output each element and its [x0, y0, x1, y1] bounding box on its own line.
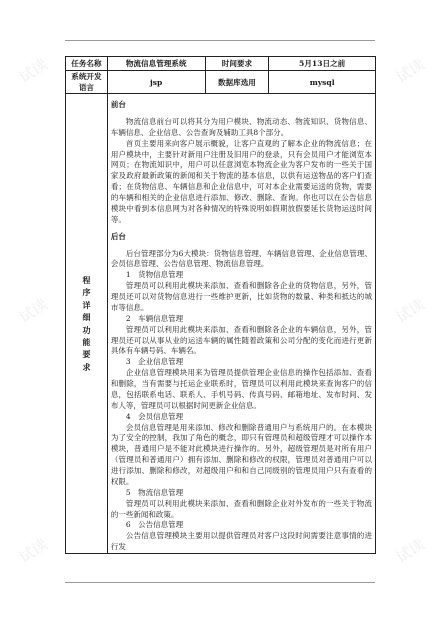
- front-paragraph: 物流信息前台可以将其分为用户模块、物流动态、物流知识、货物信息、车辆信息、企业信息、公告查询及辅助工具8个部分。: [110, 116, 372, 137]
- db-value: mysql: [269, 71, 376, 94]
- back-intro: 后台管理部分为6大模块：货物信息管理、车辆信息管理、企业信息管理、会员信息管理、公告信息管理、物流信息管理。: [110, 248, 372, 269]
- tech-row: [66, 71, 376, 94]
- requirements-row: [66, 94, 376, 554]
- section-title: 2 车辆信息管理: [125, 313, 184, 323]
- section-text: 管理员可以利用此模块来添加、查看和删除各企业的货物信息，另外，管理员还可以对货物信息进行一些维护更新，比如货物的数量、种类和抵达的城市等信息。: [110, 281, 372, 312]
- front-paragraph: 首页主要用来向客户展示概貌，让客户直观的了解本企业的物流信息；在用户模块中，主要针对新用户注册及旧用户的登录，只有会员用户才能浏览本网页；在物流知识中，用户可以任意浏览本物流企业为客户发布的一些关于国家及政府最新政策的新闻和关于物流的基本信息，以供有运送物品的客户们查看；在货物信息、车辆信息和企业信息中，可对本企业需要运送的货物，需要的车辆和相关的企业信息进行添加、修改、删除、查询。你也可以在公告信息模块中看到本信息网为对各种情况的特殊说明如假期放假要延长货物运送时间等。: [110, 138, 372, 224]
- task-row: [66, 57, 376, 71]
- watermark: 试读: [15, 295, 51, 327]
- requirements-table: [65, 56, 376, 554]
- watermark: 试读: [392, 55, 428, 87]
- section-title: 3 企业信息管理: [125, 357, 184, 367]
- requirements-content: [107, 94, 375, 554]
- lang-label: 系统开发语言: [66, 71, 108, 94]
- time-label: 时间要求: [205, 57, 269, 71]
- section-text: 管理员可以利用此模块来添加、查看和删除各企业的车辆信息，另外，管理员还可以从事从业的运送车辆的属性随着政策和公司分配的变化而进行更新具体有车辆号码、车辆名。: [110, 324, 372, 356]
- back-heading: 后台: [110, 231, 126, 241]
- watermark: 试读: [15, 55, 51, 87]
- time-value: 5月13日之前: [269, 57, 376, 71]
- section-text: 管理员可以利用此模块来添加、查看和删除企业对外发布的一些关于物流的一些新闻和政策。: [110, 498, 372, 519]
- watermark: 试读: [392, 535, 428, 567]
- section-text: 公告信息管理模块主要用以提供管理员对客户这段时间需要注意事情的进行发: [110, 531, 372, 552]
- section-text: 企业信息管理模块用来为管理员提供管理企业信息的操作包括添加、查看和删除，当有需要与托运企业联系时，管理员可以利用此模块来查询客户的信息，包括联系电话、联系人、手机号码、传真号码、邮箱地址、发布时间、发布人等，管理员可以根据时间更新企业信息。: [110, 368, 372, 410]
- top-rule: [65, 40, 375, 41]
- task-label: 任务名称: [66, 57, 108, 71]
- watermark: 试读: [392, 295, 428, 327]
- section-title: 5 物流信息管理: [125, 487, 184, 497]
- bottom-rule: [65, 582, 375, 583]
- section-title: 4 会员信息管理: [125, 411, 184, 421]
- side-label-text: 程 序 详 细 功 能 要 求: [82, 274, 91, 372]
- section-text: 会员信息管理是用来添加、修改和删除普通用户与系统用户的。在本模块为了安全的控制，我加了角色的概念，即只有管理员和超级管理才可以操作本模块，普通用户是不能对此模块进行操作的。另外，超级管理员是对所有用户（管理员和普通用户）拥有添加、删除和修改的权限，管理员对普通用户可以进行添加、删除和修改，对超级用户和和自己同级别的管理员用户只有查看的权限。: [110, 422, 372, 486]
- watermark: 试读: [15, 535, 51, 567]
- task-value: 物流信息管理系统: [107, 57, 205, 71]
- section-title: 1 货物信息管理: [125, 270, 184, 280]
- side-label: [66, 94, 108, 554]
- lang-value: jsp: [107, 71, 205, 94]
- section-title: 6 公告信息管理: [125, 520, 184, 530]
- db-label: 数据库选用: [205, 71, 269, 94]
- front-heading: 前台: [110, 100, 126, 109]
